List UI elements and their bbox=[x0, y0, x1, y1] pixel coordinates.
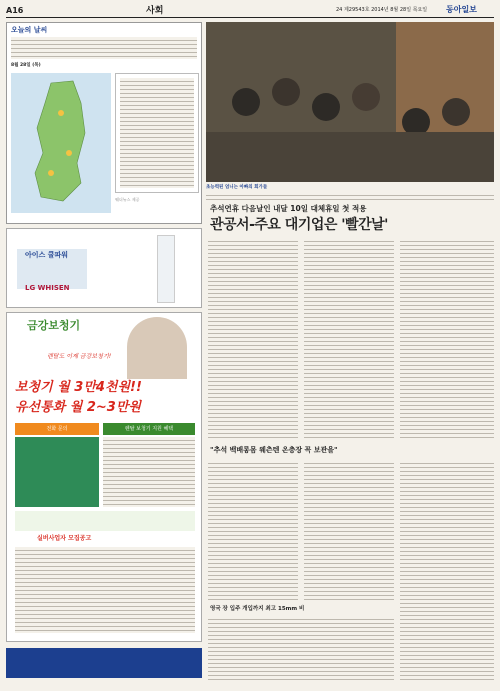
article-col-1 bbox=[208, 238, 298, 438]
page-number: A16 bbox=[6, 6, 24, 15]
article2-title: "추석 백배롱몸 웨츤텐 온층장 꼭 보관을" bbox=[210, 446, 338, 454]
ad-brand: 아이스 쿨파워 bbox=[25, 251, 69, 259]
weather-table bbox=[115, 73, 199, 193]
section-title: 사회 bbox=[146, 6, 164, 16]
weather-map bbox=[11, 73, 111, 213]
ad2-panel-left: 전화 문의 bbox=[15, 423, 99, 435]
article2-col-2 bbox=[304, 460, 394, 600]
photo-caption: 초능력된 엄니는 아빠의 회가들 bbox=[206, 185, 268, 190]
korea-map-icon bbox=[11, 73, 111, 213]
ad2-slogan-2: 보청기 월 3만4천원!! bbox=[15, 380, 142, 395]
issue-info: 24 제29543호 2014년 8월 28일 목요일 bbox=[336, 7, 428, 13]
ad-logo: LG WHISEN bbox=[25, 284, 70, 292]
ad2-panel-right: 렌탈 보청기 지원 혜택 bbox=[103, 423, 195, 435]
ad2-info bbox=[15, 511, 195, 531]
ad-aircon bbox=[6, 228, 202, 308]
ad2-bottom-title: 실버사업자 모집공고 bbox=[37, 535, 92, 542]
headline-kicker: 추석연휴 다음날인 내달 10일 대체휴일 첫 적용 bbox=[210, 204, 367, 213]
ad-hearing-aid bbox=[6, 312, 202, 642]
news-photo bbox=[206, 22, 494, 182]
ad2-slogan-1: 렌탈도 이제 금강보청기! bbox=[47, 353, 112, 360]
crowd-photo-icon bbox=[206, 22, 494, 182]
newspaper-logo: 동아일보 bbox=[446, 5, 477, 14]
page-header bbox=[6, 4, 494, 18]
ad2-left-list bbox=[15, 437, 99, 507]
ad2-slogan-3: 유선통화 월 2~3만원 bbox=[15, 400, 141, 415]
ad2-listings bbox=[15, 547, 195, 633]
aircon-icon bbox=[157, 235, 175, 303]
weather-credit: 웨더뉴스 제공 bbox=[115, 197, 140, 202]
ad2-title: 금강보청기 bbox=[27, 319, 81, 332]
ad-footer-bar bbox=[6, 648, 202, 678]
weather-summary bbox=[11, 37, 197, 59]
weather-box bbox=[6, 22, 202, 224]
spokesperson-photo-icon bbox=[127, 317, 187, 379]
headline-title: 관공서-주요 대기업은 '빨간날' bbox=[210, 217, 388, 233]
photo-caption-block bbox=[206, 184, 494, 198]
article2-col-1 bbox=[208, 460, 298, 600]
article-col-2 bbox=[304, 238, 394, 438]
ad2-right-list bbox=[103, 437, 195, 507]
weather-title: 오늘의 날씨 bbox=[11, 26, 48, 34]
article-col-3 bbox=[400, 238, 494, 438]
article3-body bbox=[208, 616, 394, 680]
article2-col-3 bbox=[400, 460, 494, 680]
weather-date: 8월 28일 (목) bbox=[11, 63, 41, 68]
article3-title: 영국 장 입주 개입까지 최고 15mm 비 bbox=[210, 606, 305, 612]
